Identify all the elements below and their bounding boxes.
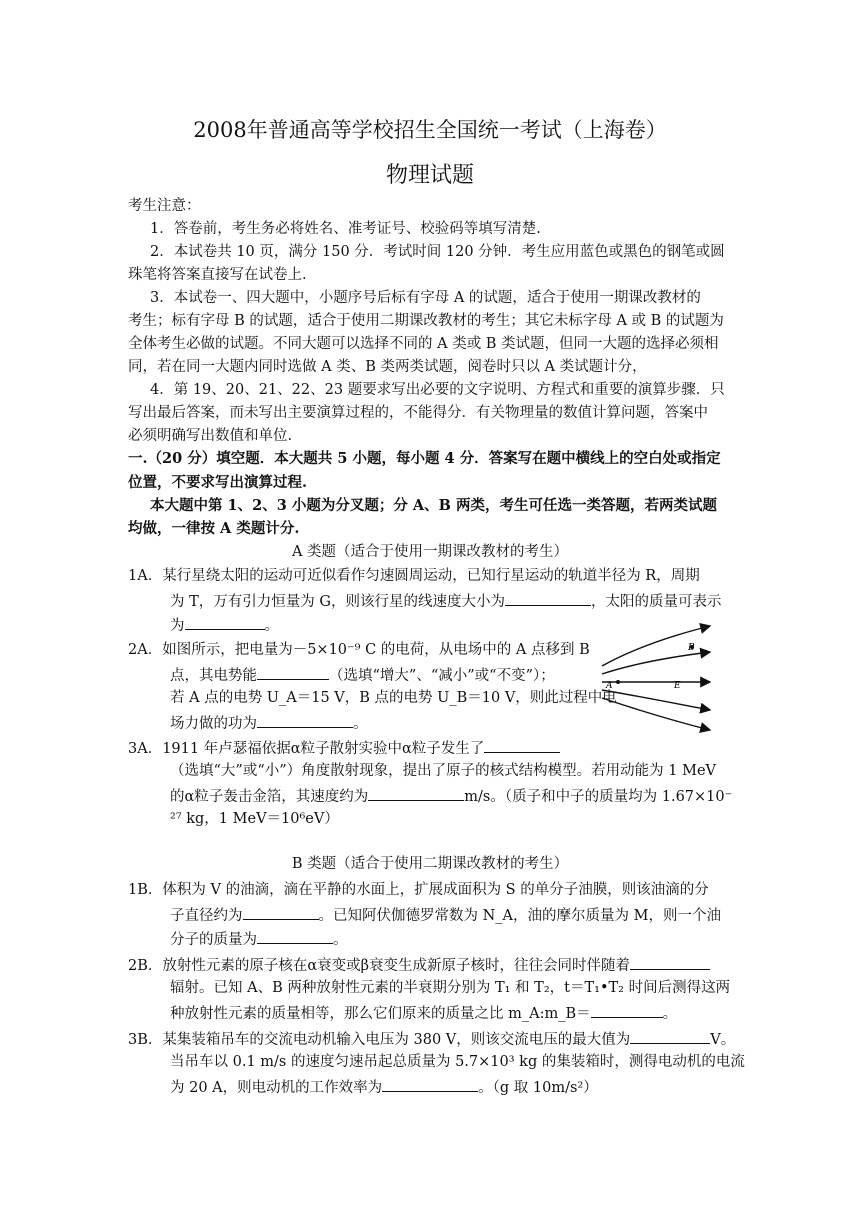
group-a-heading: A 类题（适合于使用一期课改教材的考生） [291,544,569,560]
notice-3b: 考生；标有字母 B 的试题，适合于使用二期课改教材的考生；其它未标字母 A 或 B 的试题为 [128,313,724,329]
answer-blank[interactable] [185,614,265,630]
notice-3a: 3．本试卷一、四大题中，小题序号后标有字母 A 的试题，适合于使用一期课改教材的 [150,290,701,306]
q3a-text: 3A．1911 年卢瑟福依据α粒子散射实验中α粒子发生了 [128,741,485,757]
section1-line1: 一.（20 分）填空题．本大题共 5 小题，每小题 4 分．答案写在题中横线上的空白处或指定 [128,450,721,467]
electric-field-figure [598,622,718,734]
q3b-text: V。 [710,1032,736,1048]
q3a-line2: （选填“大”或“小”）角度散射现象，提出了原子的核式结构模型。若用动能为 1 MeV [170,763,716,779]
label-a: A [606,681,613,691]
notice-4c: 必须明确写出数值和单位. [128,428,293,444]
answer-blank[interactable] [257,712,353,728]
q1a-text: 。 [264,618,279,634]
notice-2b: 珠笔将答案直接写在试卷上. [128,267,307,283]
label-b: B [688,643,695,653]
q3a-line3 [170,785,732,807]
notice-3d: 同，若在同一大题内同时选做 A 类、B 类两类试题，阅卷时只以 A 类试题计分， [128,359,647,375]
group-b-heading: B 类题（适合于使用二期课改教材的考生） [291,856,569,872]
notice-3c: 全体考生必做的试题。不同大题可以选择不同的 A 类或 B 类试题，但同一大题的选择必须相 [128,336,719,352]
answer-blank[interactable] [630,1028,710,1044]
q1b-line3 [170,928,348,950]
q2a-line2 [170,664,555,686]
q3b-line1 [128,1028,735,1050]
q2b-line2: 辐射。已知 A、B 两种放射性元素的半衰期分别为 T₁ 和 T₂，t＝T₁•T₂ 时间后测得这两 [170,980,731,996]
q1b-text: 。 [333,932,348,948]
notice-heading: 考生注意： [128,198,201,214]
exam-title: 2008年普通高等学校招生全国统一考试（上海卷） [193,118,667,142]
q3b-text: 为 20 A，则电动机的工作效率为 [170,1080,383,1096]
answer-blank[interactable] [382,1076,478,1092]
answer-blank[interactable] [630,954,710,970]
notice-1: 1．答卷前，考生务必将姓名、准考证号、校验码等填写清楚. [150,221,541,237]
q3b-text: 。（g 取 10m/s²） [478,1080,598,1096]
section1-line2: 位置，不要求写出演算过程. [128,474,308,491]
q1b-text: 。已知阿伏伽德罗常数为 N_A，油的摩尔质量为 M，则一个油 [318,908,721,924]
notice-2a: 2．本试卷共 10 页，满分 150 分．考试时间 120 分钟．考生应用蓝色或黑色的钢笔或圆 [150,244,725,260]
q1a-text: 为 [170,618,185,634]
q2a-line4 [170,712,368,734]
point-a-marker [616,680,620,684]
exam-subtitle: 物理试题 [385,163,474,188]
q3b-line2: 当吊车以 0.1 m/s 的速度匀速吊起总质量为 5.7×10³ kg 的集装箱时，测得电动机的电流 [170,1054,745,1070]
q2a-text: （选填“增大”、“减小”或“不变”）； [329,668,555,684]
label-e: E [674,681,681,691]
q3a-text: 的α粒子轰击金箔，其速度约为 [170,789,369,805]
q3a-line4: ²⁷ kg，1 MeV＝10⁶eV） [170,811,339,827]
q2b-text: 种放射性元素的质量相等，那么它们原来的质量之比 m_A:m_B＝ [170,1006,591,1022]
answer-blank[interactable] [368,785,464,801]
q1a-text: ，太阳的质量可表示 [590,594,722,610]
q1a-line2 [170,590,721,612]
q3b-text: 3B．某集装箱吊车的交流电动机输入电压为 380 V，则该交流电压的最大值为 [128,1032,631,1048]
q2a-text: 场力做的功为 [170,716,257,732]
q1a-line3 [170,614,279,636]
q2b-line3 [170,1002,677,1024]
answer-blank[interactable] [484,737,560,753]
q2a-text: 。 [353,716,368,732]
q3a-text: m/s。（质子和中子的质量均为 1.67×10⁻ [464,789,733,805]
section1-line3: 本大题中第 1、2、3 小题为分叉题；分 A、B 两类，考生可任选一类答题，若两类试题 [150,497,717,514]
field-line [602,698,710,730]
answer-blank[interactable] [257,664,329,680]
q1a-line1: 1A．某行星绕太阳的运动可近似看作匀速圆周运动，已知行星运动的轨道半径为 R，周期 [128,568,700,584]
q3b-line3 [170,1076,598,1098]
q2b-text: 2B．放射性元素的原子核在α衰变或β衰变生成新原子核时，往往会同时伴随着 [128,958,631,974]
answer-blank[interactable] [591,1002,663,1018]
q2a-line1: 2A．如图所示，把电量为－5×10⁻⁹ C 的电荷，从电场中的 A 点移到 B [128,642,590,658]
q1b-text: 子直径约为 [170,908,243,924]
q1a-text: 为 T，万有引力恒量为 G，则该行星的线速度大小为 [170,594,505,610]
field-line [602,652,710,674]
q3a-line1 [128,737,560,759]
q2a-line3: 若 A 点的电势 U_A＝15 V，B 点的电势 U_B＝10 V，则此过程中电 [170,690,617,706]
q1b-line2 [170,904,721,926]
notice-4b: 写出最后答案，而未写出主要演算过程的，不能得分．有关物理量的数值计算问题，答案中 [128,405,708,421]
section1-line4: 均做，一律按 A 类题计分. [128,520,300,537]
field-line [602,690,710,710]
q2a-text: 点，其电势能 [170,668,257,684]
answer-blank[interactable] [505,590,591,606]
answer-blank[interactable] [257,928,333,944]
q2b-line1 [128,954,710,976]
q1b-text: 分子的质量为 [170,932,257,948]
q1b-line1: 1B．体积为 V 的油滴，滴在平静的水面上，扩展成面积为 S 的单分子油膜，则该油滴的分 [128,882,709,898]
q2b-text: 。 [662,1006,678,1022]
answer-blank[interactable] [243,904,319,920]
notice-4a: 4．第 19、20、21、22、23 题要求写出必要的文字说明、方程式和重要的演算步骤．只 [150,382,725,398]
